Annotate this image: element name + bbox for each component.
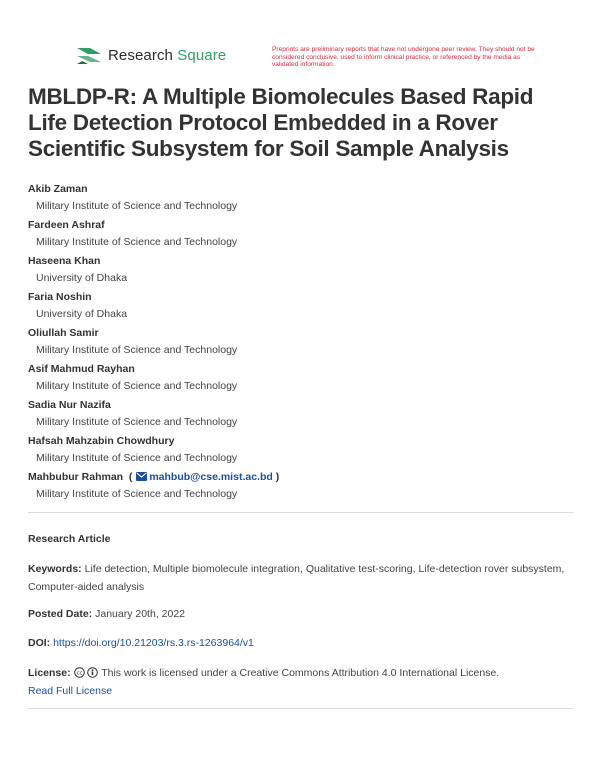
author-name: Akib Zaman [28,183,88,195]
divider [28,512,574,513]
author-affiliation: University of Dhaka [36,272,128,284]
author-entry [28,432,568,468]
author-name: Sadia Nur Nazifa [28,399,111,411]
corresponding-author-name: Mahbubur Rahman [28,471,124,483]
svg-text:cc: cc [76,670,83,677]
posted-date-label: Posted Date: [28,608,93,620]
license-label: License: [28,667,71,679]
author-entry [28,252,568,288]
doi-section [28,634,574,652]
logo-word-research: Research [108,46,173,64]
divider [28,708,574,709]
keywords-label: Keywords: [28,563,82,575]
license-section [28,664,574,700]
author-name: Haseena Khan [28,255,101,267]
author-entry [28,180,568,216]
author-affiliation: Military Institute of Science and Technology [36,380,238,392]
author-name: Oliullah Samir [28,327,99,339]
author-entry [28,288,568,324]
article-type [28,530,574,548]
page-header [76,44,546,74]
logo-word-square: Square [177,46,227,64]
author-affiliation: University of Dhaka [36,308,128,320]
author-entry [28,360,568,396]
author-name: Faria Noshin [28,291,92,303]
keywords-section [28,560,574,596]
doi-label: DOI: [28,637,51,649]
author-affiliation: Military Institute of Science and Technology [36,488,238,500]
doi-link[interactable]: https://doi.org/10.21203/rs.3.rs-1263964/v1 [53,637,254,649]
author-entry [28,324,568,360]
logo-text [108,47,226,64]
keywords-value: Life detection, Multiple biomolecule integration, Qualitative test-scoring, Life-detection rover subsystem, Computer-aided analysis [28,563,565,593]
posted-date-section [28,605,574,623]
author-list [28,180,568,504]
research-square-logo[interactable] [76,44,226,66]
read-full-license-link[interactable]: Read Full License [28,685,113,697]
envelope-icon [136,472,147,481]
author-name: Fardeen Ashraf [28,219,105,231]
author-name: Mahbubur Rahman ( mahbub@cse.mist.ac.bd ) [28,471,280,483]
attribution-icon [87,667,98,678]
author-affiliation: Military Institute of Science and Technology [36,452,238,464]
author-entry [28,396,568,432]
author-affiliation: Military Institute of Science and Technology [36,236,238,248]
author-affiliation: Military Institute of Science and Technology [36,416,238,428]
author-entry [28,216,568,252]
author-name: Hafsah Mahzabin Chowdhury [28,435,175,447]
author-affiliation: Military Institute of Science and Technology [36,200,238,212]
author-affiliation: Military Institute of Science and Technology [36,344,238,356]
author-name: Asif Mahmud Rayhan [28,363,135,375]
article-type-label: Research Article [28,533,111,545]
creative-commons-icon [74,667,85,678]
research-square-logo-icon [76,44,102,66]
author-email-link[interactable]: mahbub@cse.mist.ac.bd [149,471,273,483]
posted-date-value: January 20th, 2022 [95,608,186,620]
author-entry-corresponding [28,468,568,504]
paper-title: MBLDP-R: A Multiple Biomolecules Based Rapid Life Detection Protocol Embedded in a Rover Scientific Subsystem for Soil Sample Analysis [28,84,534,161]
preprint-notice: Preprints are preliminary reports that have not undergone peer review. They should not be considered conclusive, used to inform clinical practice, or referenced by the media as validated information. [272,46,535,69]
license-text: This work is licensed under a Creative Commons Attribution 4.0 International License. [101,667,500,679]
